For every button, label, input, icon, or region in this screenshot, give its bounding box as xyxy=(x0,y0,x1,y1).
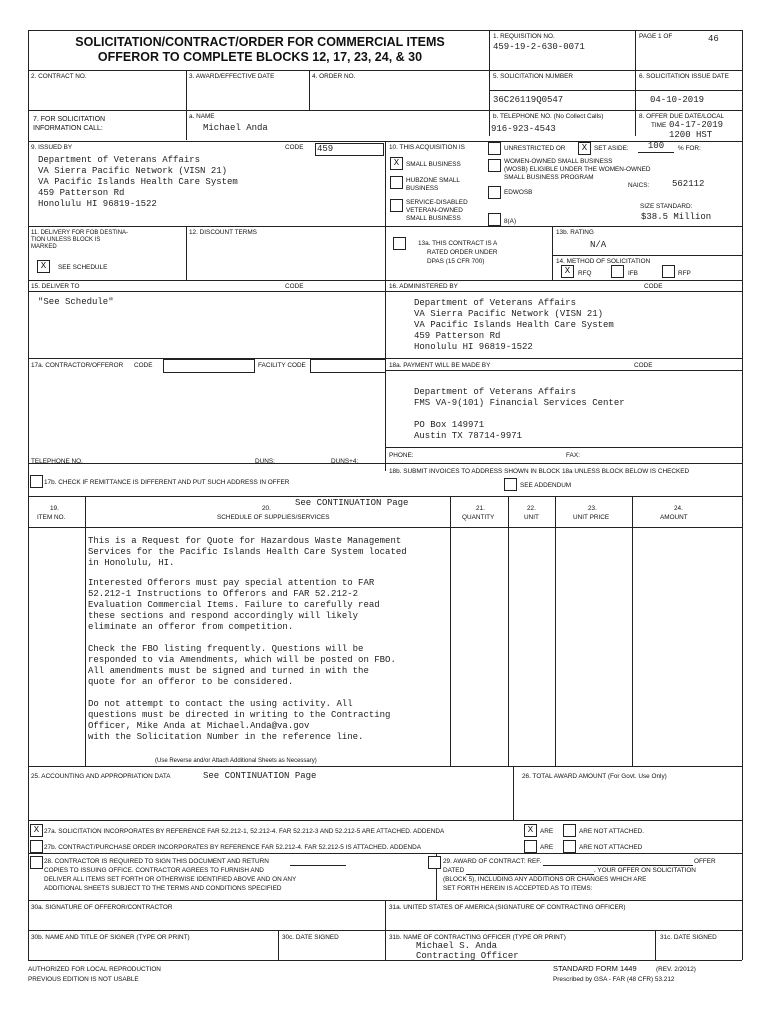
rated-order-label: 13a. THIS CONTRACT IS A xyxy=(418,240,498,247)
previous-edition-note: PREVIOUS EDITION IS NOT USABLE xyxy=(28,976,139,983)
rule xyxy=(186,226,187,280)
unrestricted-label: UNRESTRICTED OR xyxy=(504,145,566,152)
schedule-line: 52.212-1 Instructions to Offerors and FAR 52.212-2 xyxy=(88,589,359,599)
col-schedule-label: SCHEDULE OF SUPPLIES/SERVICES xyxy=(217,514,330,521)
rule xyxy=(28,820,742,821)
clause-29-line4: SET FORTH HEREIN IS ACCEPTED AS TO ITEMS: xyxy=(443,885,593,892)
address-line: VA Sierra Pacific Network (VISN 21) xyxy=(414,309,604,319)
27a-are-not-checkbox[interactable] xyxy=(563,824,576,837)
rule xyxy=(186,70,187,110)
address-line: Honolulu HI 96819-1522 xyxy=(414,342,533,352)
officer-name[interactable]: Michael S. Anda xyxy=(416,941,498,951)
rule xyxy=(489,90,742,91)
address-line: PO Box 149971 xyxy=(414,420,485,430)
delivery-label-3: MARKED xyxy=(31,244,57,250)
clause-28-line2: COPIES TO ISSUING OFFICE. CONTRACTOR AGREES TO FURNISH AND xyxy=(44,867,264,874)
ifb-label: IFB xyxy=(628,270,638,277)
submit-invoices-label: 18b. SUBMIT INVOICES TO ADDRESS SHOWN IN BLOCK 18a UNLESS BLOCK BELOW IS CHECKED xyxy=(389,468,690,475)
issued-code[interactable]: 459 xyxy=(315,143,384,156)
offeror-signature-label: 30a. SIGNATURE OF OFFEROR/CONTRACTOR xyxy=(31,904,173,911)
rule xyxy=(632,496,633,766)
time-label: TIME xyxy=(651,122,667,129)
rule xyxy=(635,30,636,136)
officer-name-label: 31b. NAME OF CONTRACTING OFFICER (TYPE OR PRINT) xyxy=(389,934,566,941)
rule xyxy=(552,255,742,256)
sdvosb-label-3: SMALL BUSINESS xyxy=(406,215,461,222)
rated-order-checkbox[interactable] xyxy=(393,237,406,250)
28-checkbox[interactable] xyxy=(30,856,43,869)
page-total: 46 xyxy=(708,34,719,44)
27a-are-label: ARE xyxy=(540,828,554,835)
contractor-label: 17a. CONTRACTOR/OFFEROR xyxy=(31,362,124,369)
schedule-line: Officer, Mike Anda at Michael.Anda@va.gov xyxy=(88,721,310,731)
officer-date-label: 31c. DATE SIGNED xyxy=(660,934,717,941)
29-checkbox[interactable] xyxy=(428,856,441,869)
col-unit-price-label: UNIT PRICE xyxy=(573,514,610,521)
contractor-code-label: CODE xyxy=(134,362,153,369)
schedule-line: eliminate an offeror from competition. xyxy=(88,622,294,632)
27b-are-checkbox[interactable] xyxy=(524,840,537,853)
clause-29-dated: DATED xyxy=(443,867,465,874)
solicitation-number-label: 5. SOLICITATION NUMBER xyxy=(493,73,574,80)
duns4-label: DUNS+4: xyxy=(331,458,359,465)
address-line: VA Pacific Islands Health Care System xyxy=(38,177,238,187)
clause-28-line4: ADDITIONAL SHEETS SUBJECT TO THE TERMS AND CONDITIONS SPECIFIED xyxy=(44,885,282,892)
sdvosb-checkbox[interactable] xyxy=(390,199,403,212)
col-unit-price: 23. xyxy=(588,505,597,512)
schedule-line: in Honolulu, HI. xyxy=(88,558,175,568)
acquisition-label: 10. THIS ACQUISITION IS xyxy=(389,144,465,151)
remittance-checkbox[interactable] xyxy=(30,475,43,488)
rating-value[interactable]: N/A xyxy=(590,240,607,250)
award-date-label: 3. AWARD/EFFECTIVE DATE xyxy=(189,73,275,80)
name-label: a. NAME xyxy=(189,113,215,120)
schedule-line: responded to via Amendments, which will be posted on FBO. xyxy=(88,655,396,665)
form-title-line2: OFFEROR TO COMPLETE BLOCKS 12, 17, 23, 24, & 30 xyxy=(97,50,423,64)
deliver-to-label: 15. DELIVER TO xyxy=(31,283,80,290)
rule xyxy=(28,766,742,767)
set-aside-percent[interactable]: 100 xyxy=(638,141,674,153)
col-amount: 24. xyxy=(674,505,683,512)
schedule-line: Do not attempt to contact the using activity. All xyxy=(88,699,353,709)
rated-order-label-3: DPAS (15 CFR 700) xyxy=(427,258,485,265)
officer-signature-label: 31a. UNITED STATES OF AMERICA (SIGNATURE OF CONTRACTING OFFICER) xyxy=(389,904,626,911)
rule xyxy=(489,30,490,136)
see-schedule-checkbox[interactable]: X xyxy=(37,260,50,273)
page-label: PAGE 1 OF xyxy=(639,33,673,40)
sdvosb-label-2: VETERAN-OWNED xyxy=(406,207,463,214)
hubzone-label: HUBZONE SMALL xyxy=(406,177,460,184)
27b-are-not-checkbox[interactable] xyxy=(563,840,576,853)
address-line: VA Sierra Pacific Network (VISN 21) xyxy=(38,166,228,176)
discount-terms-label: 12. DISCOUNT TERMS xyxy=(189,229,257,236)
contractor-telephone-label: TELEPHONE NO. xyxy=(31,458,83,465)
unrestricted-checkbox[interactable] xyxy=(488,142,501,155)
edwosb-checkbox[interactable] xyxy=(488,186,501,199)
rule xyxy=(309,70,310,110)
schedule-line: with the Solicitation Number in the reference line. xyxy=(88,732,364,742)
deliver-to-code-label: CODE xyxy=(285,283,304,290)
clause-29-line3: (BLOCK 5), INCLUDING ANY ADDITIONS OR CHANGES WHICH ARE xyxy=(443,876,647,883)
local-reproduction-note: AUTHORIZED FOR LOCAL REPRODUCTION xyxy=(28,966,161,973)
issue-date-label: 6. SOLICITATION ISSUE DATE xyxy=(639,73,729,80)
rule xyxy=(278,930,279,960)
facility-code-field[interactable] xyxy=(310,359,386,373)
clause-28-line1: 28. CONTRACTOR IS REQUIRED TO SIGN THIS DOCUMENT AND RETURN xyxy=(44,858,269,865)
form-name: STANDARD FORM 1449 xyxy=(553,964,637,973)
rule xyxy=(655,930,656,960)
8a-checkbox[interactable] xyxy=(488,213,501,226)
delivery-label-2: TION UNLESS BLOCK IS xyxy=(31,237,101,243)
ifb-checkbox[interactable] xyxy=(611,265,624,278)
naics-label: NAICS: xyxy=(628,182,650,189)
rfp-checkbox[interactable] xyxy=(662,265,675,278)
col-quantity-label: QUANTITY xyxy=(462,514,495,521)
address-line: FMS VA-9(101) Financial Services Center xyxy=(414,398,625,408)
rule xyxy=(28,960,742,961)
rule xyxy=(85,496,86,766)
clause-27a: 27a. SOLICITATION INCORPORATES BY REFERENCE FAR 52.212-1, 52.212-4. FAR 52.212-3 AND 52.212-5 ARE ATTACHED. ADDENDA xyxy=(44,828,445,835)
rule xyxy=(385,141,386,471)
reverse-note: (Use Reverse and/or Attach Additional Sheets as Necessary) xyxy=(155,758,317,764)
administered-by-label: 16. ADMINISTERED BY xyxy=(389,283,458,290)
contractor-code-field[interactable] xyxy=(163,359,255,373)
continuation-note: See CONTINUATION Page xyxy=(295,498,409,508)
rule xyxy=(385,447,742,448)
27a-are-checkbox[interactable]: X xyxy=(524,824,537,837)
rule xyxy=(742,30,743,960)
rule xyxy=(28,291,385,292)
rule xyxy=(28,70,742,71)
address-line: VA Pacific Islands Health Care System xyxy=(414,320,614,330)
payment-phone-label: PHONE: xyxy=(389,452,414,459)
27a-are-not-label: ARE NOT ATTACHED. xyxy=(579,828,644,835)
signer-name-label: 30b. NAME AND TITLE OF SIGNER (TYPE OR PRINT) xyxy=(31,934,190,941)
col-quantity: 21. xyxy=(476,505,485,512)
percent-for-label: % FOR: xyxy=(678,145,701,152)
schedule-line: Evaluation Commercial Items. Failure to carefully read xyxy=(88,600,380,610)
rule xyxy=(28,226,742,227)
accounting-value[interactable]: See CONTINUATION Page xyxy=(203,771,317,781)
rule xyxy=(385,370,742,371)
address-line: 459 Patterson Rd xyxy=(38,188,125,198)
address-line: Department of Veterans Affairs xyxy=(38,155,201,165)
rfq-label: RFQ xyxy=(578,270,592,277)
form-revision: (REV. 2/2012) xyxy=(656,966,696,973)
rule xyxy=(508,496,509,766)
size-standard-label: SIZE STANDARD: xyxy=(640,203,693,210)
27a-checkbox[interactable]: X xyxy=(30,824,43,837)
naics-code[interactable]: 562112 xyxy=(672,179,705,189)
accounting-label: 25. ACCOUNTING AND APPROPRIATION DATA xyxy=(31,773,171,780)
facility-code-label: FACILITY CODE xyxy=(258,362,306,369)
address-line: Honolulu HI 96819-1522 xyxy=(38,199,157,209)
col-item-no: 19. xyxy=(50,505,59,512)
col-schedule: 20. xyxy=(262,505,271,512)
rating-label: 13b. RATING xyxy=(556,229,594,236)
address-line: Austin TX 78714-9971 xyxy=(414,431,523,441)
set-aside-label: SET ASIDE: xyxy=(594,145,629,152)
rule xyxy=(28,110,742,111)
size-standard[interactable]: $38.5 Million xyxy=(641,212,712,222)
order-no-label: 4. ORDER NO. xyxy=(312,73,356,80)
schedule-line: Check the FBO listing frequently. Questions will be xyxy=(88,644,364,654)
clause-29-offer: OFFER xyxy=(694,858,716,865)
schedule-line: Interested Offerors must pay special attention to FAR xyxy=(88,578,375,588)
address-line: Department of Veterans Affairs xyxy=(414,387,577,397)
27b-are-label: ARE xyxy=(540,844,554,851)
offer-due-date[interactable]: 04-17-2019 xyxy=(669,120,724,130)
wosb-checkbox[interactable] xyxy=(488,159,501,172)
issue-date[interactable]: 04-10-2019 xyxy=(650,95,705,105)
offeror-date-label: 30c. DATE SIGNED xyxy=(282,934,339,941)
wosb-label-3: SMALL BUSINESS PROGRAM xyxy=(504,174,594,181)
remittance-label: 17b. CHECK IF REMITTANCE IS DIFFERENT AND PUT SUCH ADDRESS IN OFFER xyxy=(44,479,290,486)
for-solicitation-label: 7. FOR SOLICITATION xyxy=(33,116,106,123)
edwosb-label: EDWOSB xyxy=(504,189,533,196)
rule xyxy=(555,496,556,766)
rule xyxy=(385,463,742,464)
duns-label: DUNS: xyxy=(255,458,275,465)
copies-blank[interactable] xyxy=(290,865,346,866)
rfp-label: RFP xyxy=(678,270,691,277)
27b-checkbox[interactable] xyxy=(30,840,43,853)
administered-code-label: CODE xyxy=(644,283,663,290)
method-label: 14. METHOD OF SOLICITATION xyxy=(556,258,651,265)
rule xyxy=(450,496,451,766)
payment-fax-label: FAX: xyxy=(566,452,580,459)
contact-name[interactable]: Michael Anda xyxy=(203,123,268,133)
rated-order-label-2: RATED ORDER UNDER xyxy=(427,249,498,256)
issued-code-label: CODE xyxy=(285,144,304,151)
schedule-line: All amendments must be signed and turned in with the xyxy=(88,666,369,676)
see-addendum-label: SEE ADDENDUM xyxy=(520,482,572,489)
requisition-number[interactable]: 459-19-2-630-0071 xyxy=(493,42,585,52)
rfq-checkbox[interactable]: X xyxy=(561,265,574,278)
information-call-label: INFORMATION CALL: xyxy=(33,125,103,132)
payment-label: 18a. PAYMENT WILL BE MADE BY xyxy=(389,362,491,369)
col-item-no-label: ITEM NO. xyxy=(37,514,66,521)
rule xyxy=(513,766,514,820)
contract-no-label: 2. CONTRACT NO. xyxy=(31,73,87,80)
schedule-line: questions must be directed in writing to the Contracting xyxy=(88,710,391,720)
schedule-line: This is a Request for Quote for Hazardous Waste Management xyxy=(88,536,402,546)
address-line: Department of Veterans Affairs xyxy=(414,298,577,308)
offer-due-time[interactable]: 1200 HST xyxy=(669,130,713,140)
rule xyxy=(28,280,742,281)
small-business-checkbox[interactable]: X xyxy=(390,157,403,170)
address-line: 459 Patterson Rd xyxy=(414,331,501,341)
issued-by-label: 9. ISSUED BY xyxy=(31,144,73,151)
payment-code-label: CODE xyxy=(634,362,653,369)
clause-29-line1: 29. AWARD OF CONTRACT: REF. xyxy=(443,858,542,865)
8a-label: 8(A) xyxy=(504,218,517,225)
offer-due-label: 8. OFFER DUE DATE/LOCAL xyxy=(639,113,725,120)
wosb-label-2: (WOSB) ELIGIBLE UNDER THE WOMEN-OWNED xyxy=(504,166,651,173)
small-business-label: SMALL BUSINESS xyxy=(406,161,461,168)
requisition-label: 1. REQUISITION NO. xyxy=(493,33,555,40)
dated-blank[interactable] xyxy=(466,874,594,875)
schedule-line: quote for an offeror to be considered. xyxy=(88,677,294,687)
solicitation-number[interactable]: 36C26119Q0547 xyxy=(493,95,564,105)
total-award-label: 26. TOTAL AWARD AMOUNT (For Govt. Use Only) xyxy=(522,773,667,780)
hubzone-label-2: BUSINESS xyxy=(406,185,439,192)
clause-29-line2b: . YOUR OFFER ON SOLICITATION xyxy=(594,867,696,874)
see-addendum-checkbox[interactable] xyxy=(504,478,517,491)
ref-blank[interactable] xyxy=(543,865,693,866)
hubzone-checkbox[interactable] xyxy=(390,176,403,189)
col-unit: 22. xyxy=(527,505,536,512)
sdvosb-label: SERVICE-DISABLED xyxy=(406,199,468,206)
col-unit-label: UNIT xyxy=(524,514,539,521)
rule xyxy=(552,226,553,280)
officer-title[interactable]: Contracting Officer xyxy=(416,951,519,961)
clause-27b: 27b. CONTRACT/PURCHASE ORDER INCORPORATES BY REFERENCE FAR 52.212-4. FAR 52.212-5 IS ATTACHED. ADDENDA xyxy=(44,844,422,851)
clause-28-line3: DELIVER ALL ITEMS SET FORTH OR OTHERWISE IDENTIFIED ABOVE AND ON ANY xyxy=(44,876,297,883)
prescribed-note: Prescribed by GSA - FAR (48 CFR) 53.212 xyxy=(553,976,675,983)
rule xyxy=(28,930,742,931)
rule xyxy=(28,496,742,497)
rule xyxy=(186,110,187,140)
form-title-line1: SOLICITATION/CONTRACT/ORDER FOR COMMERCIAL ITEMS xyxy=(75,35,445,49)
wosb-label: WOMEN-OWNED SMALL BUSINESS xyxy=(504,158,613,165)
telephone-label: b. TELEPHONE NO. (No Collect Calls) xyxy=(493,113,604,120)
col-amount-label: AMOUNT xyxy=(660,514,688,521)
27b-are-not-label: ARE NOT ATTACHED xyxy=(579,844,643,851)
see-schedule-label: SEE SCHEDULE xyxy=(58,264,108,271)
rule xyxy=(28,853,742,854)
schedule-line: Services for the Pacific Islands Health Care System located xyxy=(88,547,407,557)
rule xyxy=(28,527,742,528)
delivery-label: 11. DELIVERY FOR FOB DESTINA- xyxy=(31,230,129,236)
rule xyxy=(385,291,742,292)
deliver-to-value[interactable]: "See Schedule" xyxy=(38,297,114,307)
schedule-line: these sections and respond accordingly will likely xyxy=(88,611,359,621)
telephone-number[interactable]: 916-923-4543 xyxy=(491,124,556,134)
set-aside-checkbox[interactable]: X xyxy=(578,142,591,155)
